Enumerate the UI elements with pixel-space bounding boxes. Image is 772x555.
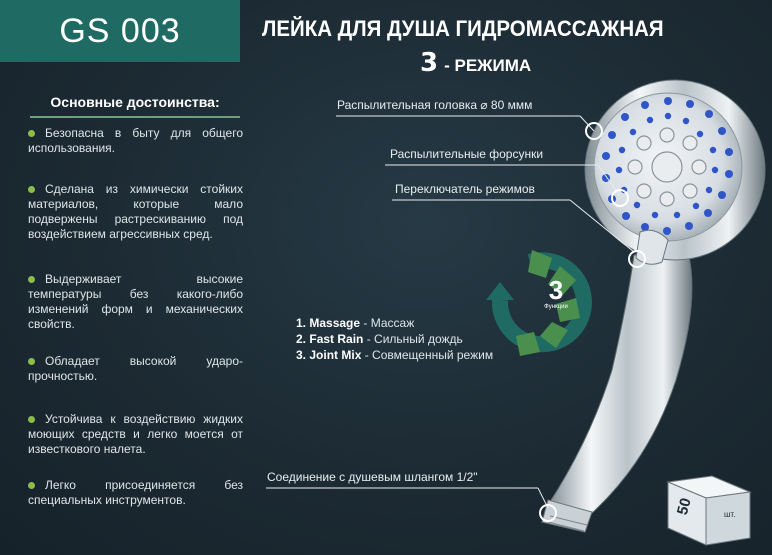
advantage-item: Легко присоединяется без специальных инструментов. bbox=[28, 478, 243, 507]
functions-badge bbox=[541, 277, 571, 311]
head-diameter: ⌀ 80 ммм bbox=[480, 98, 533, 112]
box-count: 50 bbox=[673, 496, 695, 517]
advantage-item: Сделана из химически стойких материалов, которые мало подвержены растрескиванию под воздействием агрессивных сред. bbox=[28, 182, 243, 241]
mode-item: 1. Massage - Массаж bbox=[296, 316, 415, 330]
modes-count: 3 bbox=[420, 48, 439, 78]
functions-number: 3 bbox=[548, 275, 564, 305]
mode-item: 3. Joint Mix - Совмещенный режим bbox=[296, 348, 494, 362]
modes-count-label: - РЕЖИМА bbox=[444, 56, 532, 75]
modes-list bbox=[296, 315, 493, 363]
advantage-item: Безопасна в быту для общего использования. bbox=[28, 126, 243, 155]
callout-hose-connection: Соединение с душевым шлангом 1/2" bbox=[267, 470, 478, 484]
advantages-header: Основные достоинства: bbox=[30, 90, 240, 118]
product-code: GS 003 bbox=[59, 11, 181, 50]
callout-mode-switch: Переключатель режимов bbox=[395, 182, 535, 196]
advantage-item: Обладает высокой ударо-прочностью. bbox=[28, 354, 243, 383]
callout-nozzles: Распылительные форсунки bbox=[390, 147, 544, 161]
functions-label: Функции bbox=[544, 304, 568, 310]
mode-item: 2. Fast Rain - Сильный дождь bbox=[296, 332, 463, 346]
advantage-item: Выдерживает высокие температуры без какого-либо изменений форм и механических свойств. bbox=[28, 272, 243, 331]
box-unit: шт. bbox=[724, 510, 736, 519]
callout-spray-head: Распылительная головка ⌀ 80 ммм bbox=[337, 98, 533, 112]
advantage-item: Устойчива к воздействию жидких моющих средств и легко моется от известкового налета. bbox=[28, 412, 243, 456]
page-title: ЛЕЙКА ДЛЯ ДУША ГИДРОМАССАЖНАЯ bbox=[262, 16, 664, 41]
